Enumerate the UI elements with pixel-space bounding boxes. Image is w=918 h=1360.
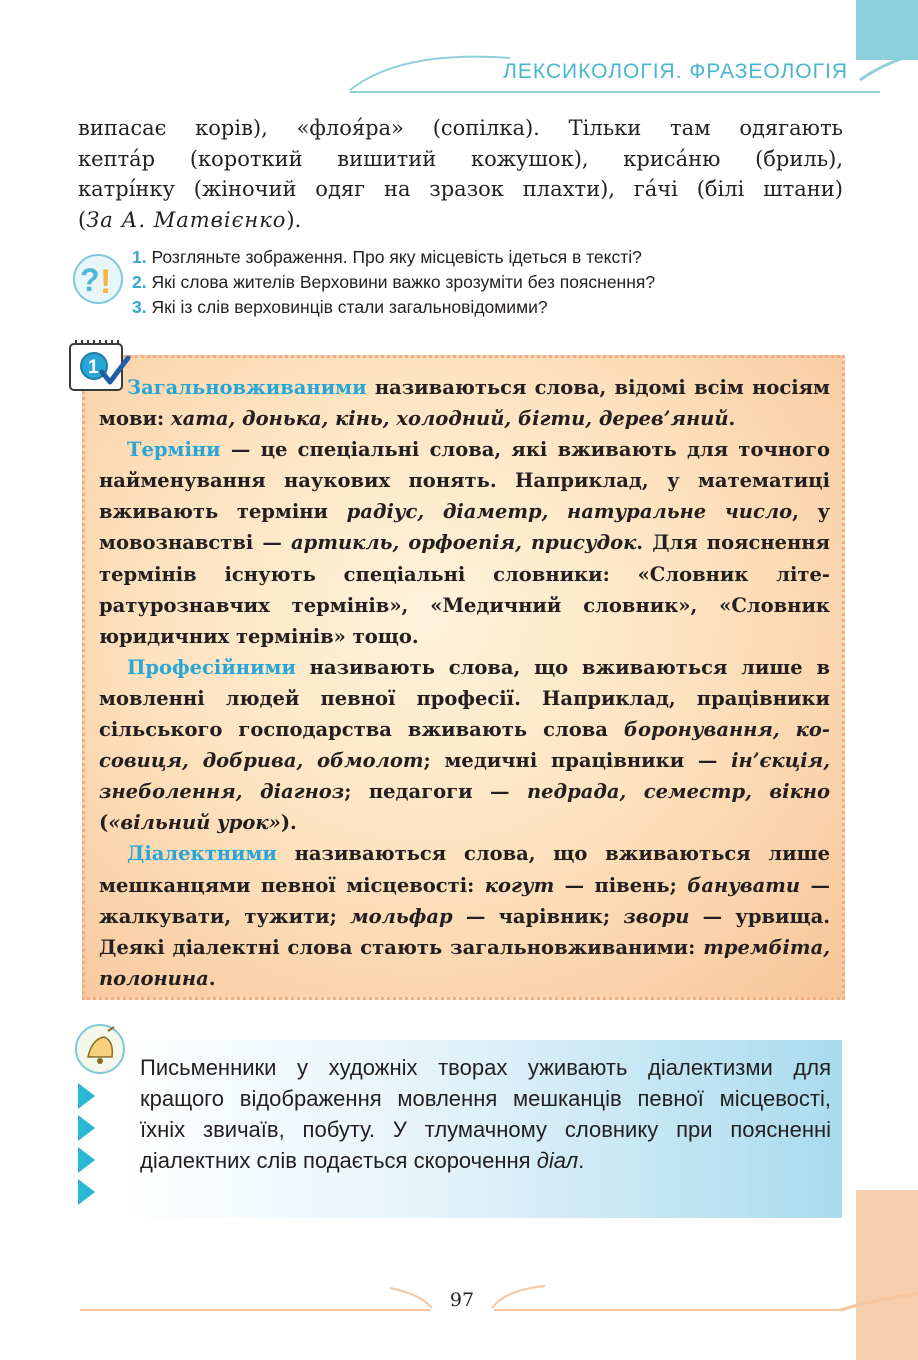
triangle-bullet-icon [78,1115,95,1141]
abbreviation: діал [536,1148,579,1173]
rule-paragraph: Терміни — це спеціальні слова, які вживають для точного найменування наукових понять. Наприклад, у математиці вживають терміни радіус, діаметр, натуральне число, у мовознавстві — артикль, орфоепія, присудок. Для пояснення термінів існують спеціальні словники: «Словник літературознавчих термінів», «Медичний словник», «Словник юридичних термінів» тощо. [99,438,830,648]
svg-text:1: 1 [88,357,99,378]
question-item: 1. Розгляньте зображення. Про яку місцевість ідеться в тексті? [132,247,642,267]
intro-line: (За А. Матвієнко). [78,207,302,232]
questions-list [132,245,832,320]
svg-text:!: ! [100,263,112,301]
triangle-bullet-icon [78,1147,95,1173]
rule-paragraph: Професійними називають слова, що вживаються лише в мовленні людей певної професії. Наприклад, працівники сільського господарства вживають слова боронування, косовиця, добрива, обмолот; медичні працівники — ін’єкція, знеболення, діагноз; педагоги — педрада, семестр, вікно («вільний урок»). [99,655,830,835]
triangle-bullet-icon [78,1083,95,1109]
intro-line: кепта́р (короткий вишитий кожушок), криса́ню (бриль), [78,146,843,171]
term-highlight: Терміни [127,438,221,462]
note-text: Письменники у художніх творах уживають діалектизми для кращого відображення мовлення мешканців певної місцевості, їхніх звичаїв, побуту. У тлумачному словнику при поясненні діалектних слів подається скорочення діал. [140,1055,831,1173]
page-number: 97 [449,1289,475,1311]
question-exclamation-icon [72,253,124,305]
intro-line: катрі́нку (жіночий одяг на зразок плахти), га́чі (білі штани) [78,177,843,201]
rule-paragraph: Загальновживаними називаються слова, відомі всім носіям мови: хата, донька, кінь, холодний, бігти, дерев’яний. [99,376,830,431]
bell-icon [74,1023,126,1075]
svg-text:?: ? [80,262,100,298]
term-highlight: Професійними [127,655,296,679]
rule-text [99,372,830,994]
question-item: 3. Які із слів верховинців стали загальновідомими? [132,297,548,317]
intro-paragraph [78,113,843,235]
triangle-bullet-icon [78,1179,95,1205]
question-item: 2. Які слова жителів Верховини важко зрозуміти без пояснення? [132,272,656,292]
section-title: ЛЕКСИКОЛОГІЯ. ФРАЗЕОЛОГІЯ [503,60,848,83]
author-name: За А. Матвієнко [86,207,287,232]
rule-paragraph: Діалектними називаються слова, що вживаються лише мешканцями певної місцевості: когут — півень; банувати — жалкувати, тужити; мольфар — чарівник; звори — урвища. Деякі діалектні слова стають загальновживаними: трембіта, полонина. [99,842,831,990]
term-highlight: Діалектними [127,842,277,866]
intro-line: випасає корів), «флоя́ра» (сопілка). Тільки там одягають [78,116,843,140]
term-highlight: Загальновживаними [127,376,367,399]
